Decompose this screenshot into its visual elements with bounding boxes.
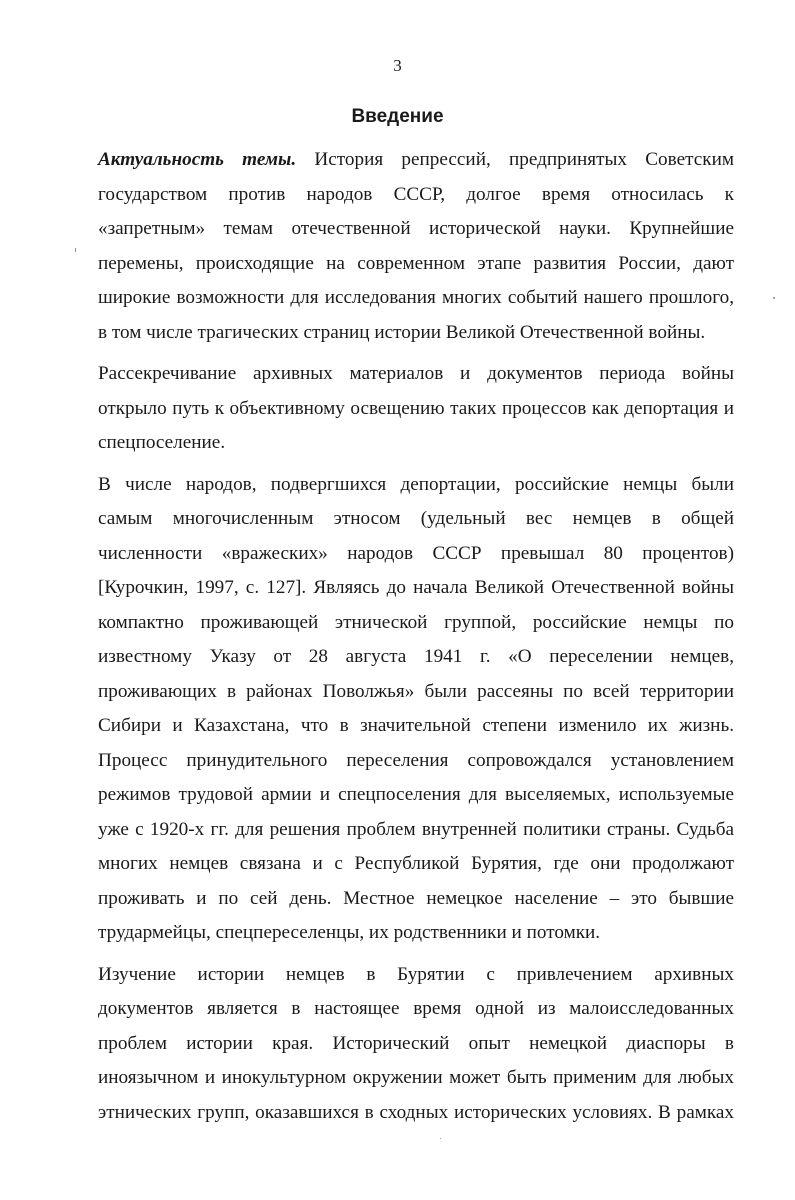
text-line	[72, 143, 734, 178]
text-line: многих немцев связана и с Республикой Бурятия, где они продолжают	[98, 853, 734, 874]
lead-phrase: Актуальность темы.	[98, 149, 297, 170]
paragraph-deportation	[72, 468, 734, 951]
text-line: государством против народов СССР, долгое время относилась к	[98, 183, 734, 205]
text-line: открыло путь к объективному освещению таких процессов как депортация и	[98, 397, 734, 419]
text-line: «запретным» темам отечественной исторической науки. Крупнейшие	[98, 218, 734, 239]
text-line: проживающих в районах Поволжья» были рассеяны по всей территории	[98, 680, 734, 702]
text-line: Изучение истории немцев в Бурятии с привлечением архивных	[98, 963, 734, 985]
text-line: Сибири и Казахстана, что в значительной степени изменило их жизнь.	[98, 715, 734, 736]
text-line: режимов трудовой армии и спецпоселения для выселяемых, используемые	[98, 784, 734, 805]
text-line: [Курочкин, 1997, с. 127]. Являясь до начала Великой Отечественной войны	[98, 577, 734, 598]
text-line: проживать и по сей день. Местное немецкое население – это бывшие	[98, 887, 734, 909]
scan-speck	[75, 248, 76, 252]
text-line: документов является в настоящее время одной из малоисследованных	[98, 998, 734, 1019]
text-line-rest: История репрессий, предпринятых Советским	[296, 149, 734, 170]
text-line: В числе народов, подвергшихся депортации, российские немцы были	[98, 473, 734, 495]
text-line: компактно проживающей этнической группой, российские немцы по	[98, 611, 734, 633]
body-text	[72, 143, 734, 1137]
text-line: спецпоселение.	[98, 432, 226, 453]
text-line: этнических групп, оказавшихся в сходных исторических условиях. В рамках	[98, 1101, 734, 1123]
text-line: трудармейцы, спецпереселенцы, их родственники и потомки.	[98, 922, 601, 943]
scan-speck	[440, 1138, 441, 1139]
paragraph-declassification	[72, 357, 734, 461]
text-line: численности «вражеских» народов СССР превышал 80 процентов)	[98, 542, 734, 564]
text-line: самым многочисленным этносом (удельный вес немцев в общей	[98, 508, 734, 529]
page-number: 3	[393, 56, 402, 75]
text-line: перемены, происходящие на современном этапе развития России, дают	[98, 252, 734, 274]
text-line: в том числе трагических страниц истории Великой Отечественной войны.	[98, 321, 706, 343]
text-line: иноязычном и инокультурном окружении может быть применим для любых	[98, 1067, 734, 1088]
text-line: широкие возможности для исследования многих событий нашего прошлого,	[98, 287, 734, 308]
scan-speck	[773, 297, 775, 299]
paragraph-relevance	[72, 143, 734, 350]
paragraph-study	[72, 958, 734, 1131]
text-line: Рассекречивание архивных материалов и документов периода войны	[98, 363, 734, 384]
text-line: Процесс принудительного переселения сопровождался установлением	[98, 749, 734, 771]
text-line: известному Указу от 28 августа 1941 г. «О переселении немцев,	[98, 646, 734, 667]
section-heading: Введение	[351, 106, 444, 127]
text-line: уже с 1920-х гг. для решения проблем внутренней политики страны. Судьба	[98, 818, 734, 840]
text-line: проблем истории края. Исторический опыт немецкой диаспоры в	[98, 1032, 734, 1054]
